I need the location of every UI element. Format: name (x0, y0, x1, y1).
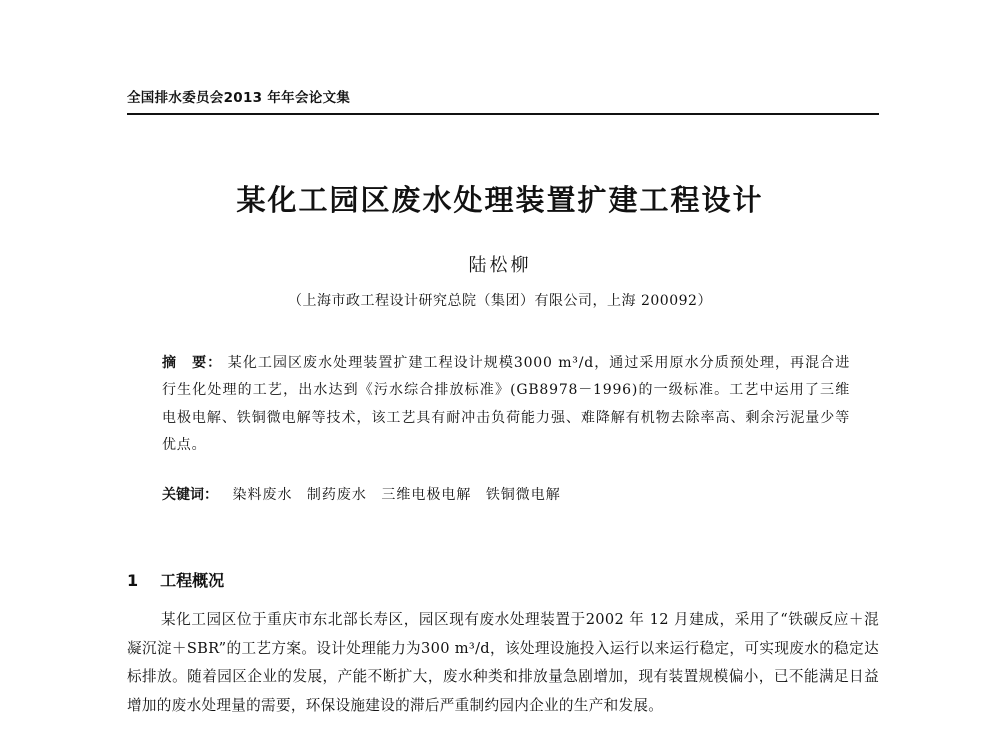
keyword-item: 染料废水 (232, 487, 293, 503)
header-rule (127, 113, 879, 115)
keyword-item: 铁铜微电解 (485, 487, 561, 503)
author-name: 陆松柳 (468, 255, 532, 276)
section-title: 工程概况 (160, 571, 225, 590)
section-paragraph: 某化工园区位于重庆市东北部长寿区，园区现有废水处理装置于2002 年 12 月建成，采用了“铁碳反应＋混凝沉淀＋SBR”的工艺方案。设计处理能力为300 m³/d，该处理设施投入运行以来运行稳定，可实现废水的稳定达标排放。随着园区企业的发展，产能不断扩大，废水种类和排放量急剧增加，现有装置规模偏小，已不能满足日益增加的废水处理量的需要，环保设施建设的滞后严重制约园内企业的生产和发展。 (127, 611, 879, 714)
keyword-item: 制药废水 (306, 487, 367, 503)
keywords-block (162, 484, 561, 504)
section-number: 1 (127, 571, 139, 590)
abstract-block (162, 350, 850, 459)
abstract-text: 某化工园区废水处理装置扩建工程设计规模3000 m³/d，通过采用原水分质预处理，再混合进行生化处理的工艺，出水达到《污水综合排放标准》(GB8978－1996)的一级标准。工艺中运用了三维电极电解、铁铜微电解等技术，该工艺具有耐冲击负荷能力强、难降解有机物去除率高、剩余污泥量少等优点。 (162, 355, 850, 453)
author-affiliation: （上海市政工程设计研究总院（集团）有限公司，上海 200092） (288, 293, 712, 309)
section-heading (127, 568, 224, 591)
paper-title: 某化工园区废水处理装置扩建工程设计 (236, 183, 764, 217)
journal-header: 全国排水委员会2013 年年会论文集 (127, 90, 351, 106)
abstract-label: 摘 要： (162, 355, 223, 371)
keyword-item: 三维电极电解 (381, 487, 472, 503)
keywords-label: 关键词： (162, 487, 218, 503)
